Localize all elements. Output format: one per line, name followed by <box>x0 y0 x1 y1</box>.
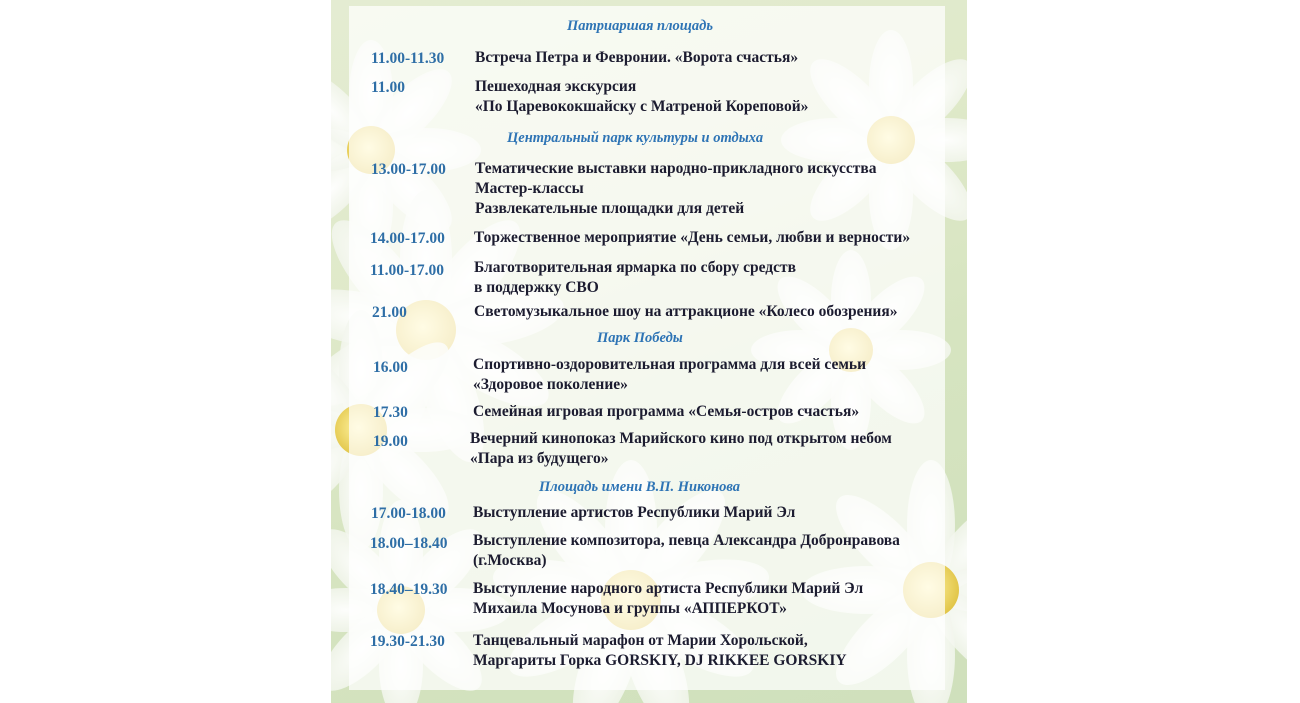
event-description: Мастер-классы <box>475 180 584 197</box>
event-time: 21.00 <box>372 304 407 321</box>
schedule-content <box>331 0 967 703</box>
section-title-patriarch-square: Патриаршая площадь <box>567 18 713 34</box>
event-description: Благотворительная ярмарка по сбору средств <box>474 259 796 276</box>
event-description: «Пара из будущего» <box>470 450 609 467</box>
event-description: Выступление композитора, певца Александра Добронравова <box>473 532 900 549</box>
event-time: 18.00–18.40 <box>370 535 448 552</box>
event-description: Развлекательные площадки для детей <box>475 200 745 217</box>
event-description: в поддержку СВО <box>474 279 599 296</box>
event-description: Спортивно-оздоровительная программа для всей семьи <box>473 356 867 373</box>
event-description: Светомузыкальное шоу на аттракционе «Колесо обозрения» <box>474 303 898 320</box>
event-description: Встреча Петра и Февронии. «Ворота счастья» <box>475 49 799 66</box>
section-title-victory-park: Парк Победы <box>597 330 683 346</box>
event-time: 11.00 <box>371 79 406 96</box>
event-time: 11.00-11.30 <box>371 50 445 67</box>
event-time: 17.00-18.00 <box>371 505 446 522</box>
event-description: Семейная игровая программа «Семья-остров счастья» <box>473 403 860 420</box>
event-description: «Здоровое поколение» <box>473 376 628 393</box>
event-time: 13.00-17.00 <box>371 161 446 178</box>
section-title-nikonov-square: Площадь имени В.П. Никонова <box>539 479 741 495</box>
event-time: 11.00-17.00 <box>370 262 445 279</box>
section-title-central-park: Центральный парк культуры и отдыха <box>507 130 764 146</box>
event-time: 19.00 <box>373 433 408 450</box>
event-description: «По Царевококшайску с Матреной Кореповой» <box>475 98 809 115</box>
event-description: Вечерний кинопоказ Марийского кино под открытом небом <box>470 430 892 447</box>
event-description: Маргариты Горка GORSKIY, DJ RIKKEE GORSKIY <box>473 652 847 669</box>
event-description: Выступление народного артиста Республики Марий Эл <box>473 580 864 597</box>
event-schedule-poster <box>331 0 967 703</box>
event-time: 17.30 <box>373 404 408 421</box>
event-time: 19.30-21.30 <box>370 633 445 650</box>
event-description: (г.Москва) <box>473 552 547 569</box>
event-description: Михаила Мосунова и группы «АППЕРКОТ» <box>473 600 787 617</box>
event-description: Выступление артистов Республики Марий Эл <box>473 504 796 521</box>
event-time: 18.40–19.30 <box>370 581 448 598</box>
event-time: 14.00-17.00 <box>370 230 445 247</box>
event-description: Пешеходная экскурсия <box>475 78 637 95</box>
event-description: Торжественное мероприятие «День семьи, любви и верности» <box>474 229 911 246</box>
event-time: 16.00 <box>373 359 408 376</box>
event-description: Танцевальный марафон от Марии Хорольской, <box>473 632 808 649</box>
event-description: Тематические выставки народно-прикладного искусства <box>475 160 877 177</box>
